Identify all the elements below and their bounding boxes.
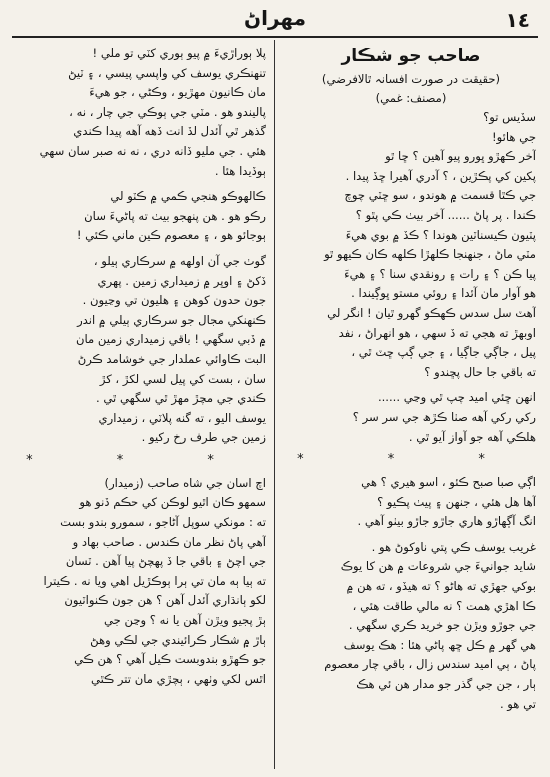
text-line: تنهنڪري يوسف کي واپسي پيسي ، ۽ ٽيڻ — [68, 65, 266, 80]
story-subtitle: (حقيقت در صورت افسانہ ٿالافرضي) — [321, 72, 501, 86]
text-line: هو آوار مان آئدا ۽ روئي مستو ڀوڳيندا . — [351, 286, 536, 301]
section-separator: * * * — [26, 452, 254, 468]
text-line: سان ، بست کي پيل لسي لکڙ ، کڙ — [99, 371, 266, 386]
text-line: پيا ڪن ؟ ۽ رات ۽ رونقدي سنا ؟ ۽ هيءَ — [344, 266, 536, 281]
magazine-title: مهراڻ — [244, 6, 306, 30]
text-line: مٽي ماڻ ، جنهنجا ڪلهڙا ڪلهه ڪان ڪيهو ٿو — [324, 247, 536, 262]
text-line: اٿس لکي وٺهي ، ٻچڙي مان تتر ڪٿي — [91, 671, 266, 686]
text-line: ڏکڻ ۽ اوڀر ۾ زميداري زمين . پهري — [97, 273, 266, 288]
text-line: ڪا اهڙي همت ؟ نه مالي طاقت هئي ، — [352, 598, 536, 613]
text-line: رکي رکي آهه صٺا ڪڙھ جي سر سر ؟ — [352, 409, 536, 424]
text-line: ٻوڏيدا هئا . — [214, 163, 266, 178]
text-line: پاليندو هو . مٽي جي ٻوڪي جي چار ، نه ، — [69, 104, 266, 119]
text-line: ڪندا . پر پاڻ ...... آخر بيٺ ڪي پٿو ؟ — [355, 207, 536, 222]
text-line: ٻار ، جن جي گذر جو مدار هن ئي هڪ — [356, 677, 536, 692]
text-line: ٻاڙ ۾ شڪار ڪرائيندي جي لڪي وهڻ — [90, 632, 266, 647]
text-line: مان ڪانيون مهڙيو ، وڪڻي ، جو هيءَ — [89, 85, 266, 100]
text-line: هي گهر ۾ ڪل ڇھ پاڻي هئا : هڪ يوسف — [343, 637, 536, 652]
text-line: بوکي جهڙي ته هاڻو ؟ ته هيڏو ، ته هن ۾ — [346, 579, 536, 594]
paragraph — [14, 252, 266, 448]
story-author: (مصنف: غمي) — [375, 91, 447, 105]
text-line: جي اچڻ ۽ باقي جا ڏ پهچڻ پيا آهن . ٽسان — [65, 554, 266, 569]
text-line: گذهر ٿي آئدل لڏ انت ڏهه آهه پيدا ڪندي — [73, 124, 266, 139]
text-line: آهٽ سل سدس ڪهڪو گهرو ٿيان ! انگر لي — [327, 305, 536, 320]
text-line: آخر ڪهڙو ڀورو پيو آهين ؟ ڇا ٿو — [385, 149, 536, 164]
text-line: اچ اسان جي شاه صاحب (زميدار) — [104, 475, 266, 490]
text-line: هئي . جي مليو ڏانه دري ، نه نه صبر سان سهي — [39, 143, 266, 158]
text-line: پلا ٻوراڙيءَ ۾ پيو ٻوري کٽي تو ملي ! — [92, 46, 266, 60]
text-line: ٻڙ پجيو ويڙن آهن يا نه ؟ وڃن جي — [104, 613, 266, 628]
page-number: ١٤ — [505, 8, 530, 32]
column-divider — [274, 40, 275, 769]
text-line: جي جوڙو ويڙن جو خريد ڪري سگهي . — [348, 618, 536, 633]
left-column — [14, 44, 266, 771]
text-line: لکو ٻانڌاري آئدل آهن ؟ هن جون ڪنواٽيون — [64, 593, 266, 608]
text-line: ڪندي جي مچڙ مهڙ ٿي سگهي ٿي . — [96, 391, 266, 406]
text-line: پٽيون ڪيسناٽين هوندا ؟ ڪڏ ۾ بوي هيءَ — [345, 227, 536, 242]
text-line: سڏيس تو؟ — [483, 110, 536, 124]
text-line: اڳي صبا صبح ڪئو ، اسو هيري ؟ هي — [361, 475, 536, 490]
text-line: ڪالهوڪو هنجي ڪمي ۾ ڪٽو لي — [110, 189, 266, 204]
header-rule — [12, 36, 538, 38]
text-line: جي ڪٿا قسمت ۾ هوندو ، سو ڇٽي چوچ — [344, 188, 536, 203]
text-line: آها هل هئي ، جنهن ۽ پيٺ پڪيو ؟ — [377, 494, 536, 509]
text-line: غريب يوسف ڪي پتي ناوکوڻ هو . — [371, 539, 536, 554]
text-line: جي هائو! — [491, 129, 536, 144]
story-title: صاحب جو شڪار — [341, 46, 481, 66]
paragraph — [286, 108, 536, 382]
text-line: زمين جي طرف رخ رکيو . — [141, 430, 266, 445]
text-line: يوسف اليو ، ته گنه پلاٽي ، زميداري — [98, 410, 266, 425]
text-line: جو ڪهڙو بندوبست ڪيل آهي ؟ هن ڪي — [74, 652, 266, 667]
text-line: انگ آڳهاڙو هاري جاڙو جاڙو بيٺو آهي . — [357, 514, 536, 529]
paragraph — [286, 538, 536, 714]
paragraph — [14, 474, 266, 690]
text-line: گوٺ جي آن اولهه ۾ سرڪاري ٻيلو ، — [93, 253, 266, 268]
text-line: پاڻ ، ٻي اميد سندس زال ، باقي چار معصوم — [324, 657, 536, 672]
text-line: ته : مونکي سوپل آڻاجو ، سمورو بندو بست — [60, 515, 266, 530]
text-line: ٻوجائو هو ، ۽ معصوم ڪين ماني ڪئي ! — [76, 228, 266, 243]
text-line: پيل ، جاڳي جاڳيا ، ۽ جي ڳپ ڇٽ ٿي ، — [351, 345, 536, 360]
text-line: جون حدون کوهن ۽ هليون تي وڃيون . — [82, 293, 266, 308]
text-line: رڪو هو . هن پنهجو بيٺ ته پاڻيءَ سان — [84, 208, 266, 223]
text-line: ۾ ڏبي سگهي ! باقي زميداري زمين مان — [75, 332, 266, 347]
right-column — [286, 44, 536, 771]
text-line: ته ٻيا ٻه مان تي ٻرا ٻوڪڙيل اهي ويا نه . ڪيترا — [43, 573, 266, 588]
text-line: پکين کي پڪڙين ، ؟ آدري آهيرا ڇڏ پيدا . — [345, 168, 536, 183]
paragraph — [286, 473, 536, 532]
text-line: البت ڪاوائي عملدار جي خوشامد ڪرڻ — [77, 351, 266, 366]
text-line: تي هو . — [499, 696, 536, 711]
text-line: سمهو ڪان اٿيو لوڪن کي حڪم ڏنو هو — [79, 495, 266, 510]
paragraph — [286, 388, 536, 447]
text-line: اوبھڙ ته هجي ته ڏ سهي ، هو انهراڻ ، نفد — [338, 325, 536, 340]
paragraph — [14, 187, 266, 246]
text-line: ڪنهنکي مجال جو سرڪاري ٻيلي ۾ اندر — [77, 312, 266, 327]
page-header — [14, 6, 536, 34]
text-line: آهي پاڻ نظر مان ڪندس . صاحب بهاد و — [72, 534, 266, 549]
text-line: ته باقي جا حال پڇندو ؟ — [424, 364, 536, 379]
section-separator: * * * — [297, 452, 525, 468]
paragraph — [14, 44, 266, 181]
text-line: انهن ڇئي اميد چپ ٿي وڃي ...... — [377, 390, 536, 405]
text-line: هلڪي آهه جو آواز آيو ٿي . — [408, 429, 536, 444]
text-line: شايد جوانيءَ جي شروعات ۾ هن کا يوڪ — [340, 559, 536, 574]
